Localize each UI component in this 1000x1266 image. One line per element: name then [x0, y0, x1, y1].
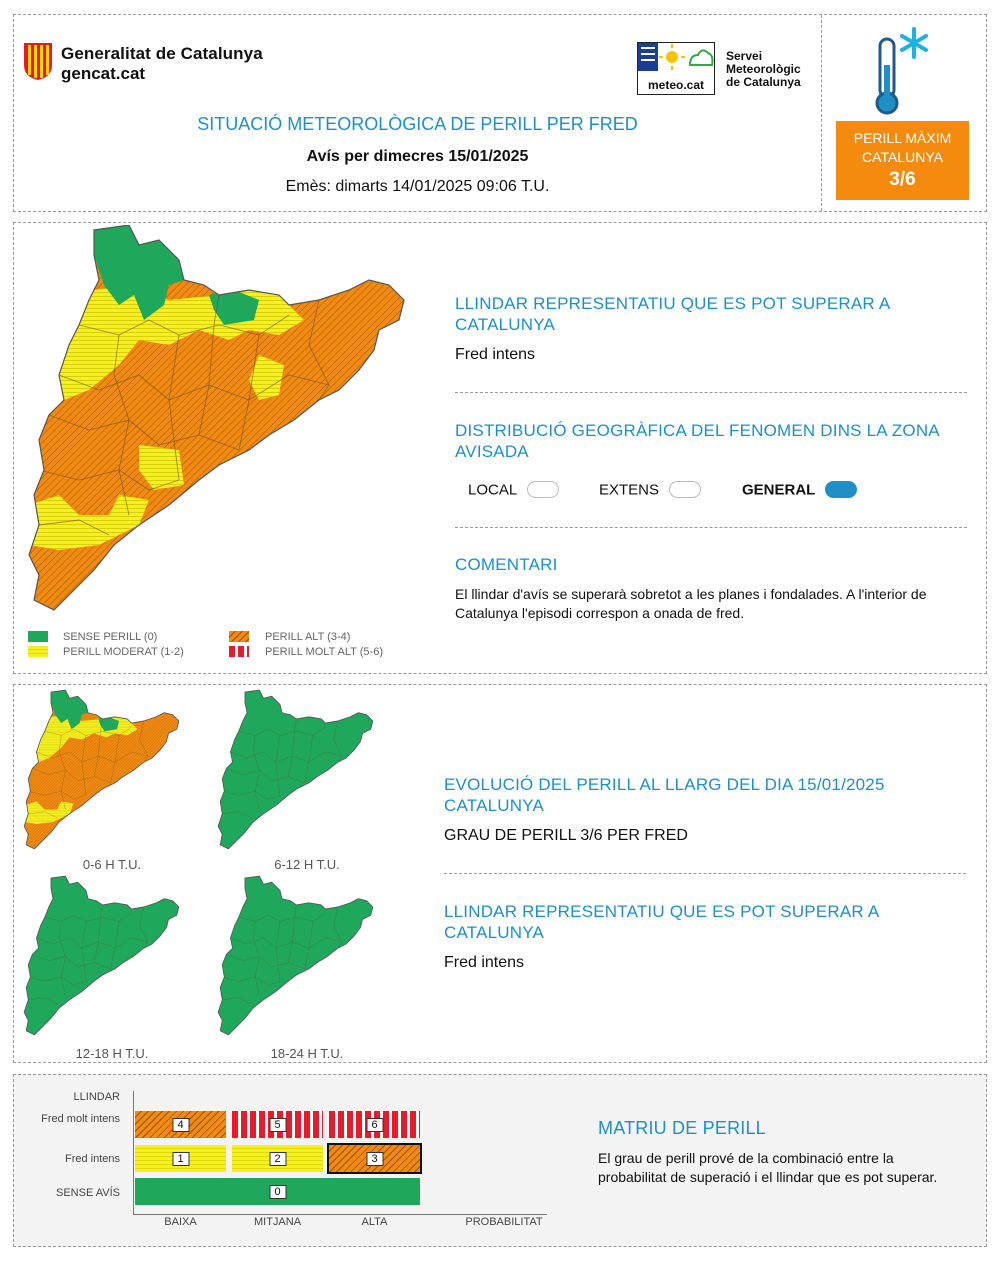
- generalitat-name: Generalitat de Catalunya: [61, 44, 263, 63]
- legend-moderat: PERILL MODERAT (1-2): [63, 646, 184, 658]
- distribution-option-general: [742, 481, 857, 499]
- evolution-value: GRAU DE PERILL 3/6 PER FRED: [444, 827, 688, 844]
- comment-text: El llindar d'avís se superarà sobretot a les planes i fondalades. A l'interior de Catalunya l'episodi correspon a onada de fred.: [455, 586, 927, 621]
- matrix-cell-label-0: 0: [269, 1185, 286, 1199]
- evolution-panel: [13, 684, 987, 1063]
- matrix-cell-label-1: 1: [172, 1152, 189, 1166]
- threshold-heading: LLINDAR REPRESENTATIU QUE ES POT SUPERAR A CATALUNYA: [455, 294, 890, 334]
- matrix-x-axis-title: PROBABILITAT: [465, 1216, 543, 1228]
- matrix-y-axis: [133, 1091, 134, 1214]
- meteocat-name: [726, 50, 801, 89]
- meteocat-logo-text: meteo.cat: [647, 78, 705, 92]
- matrix-cell-4: [135, 1111, 226, 1138]
- distribution-option-extens: [599, 481, 701, 499]
- map-18-24: [214, 875, 379, 1040]
- meteocat-logo-icon: [638, 43, 714, 71]
- matrix-cell-label-2: 2: [269, 1152, 286, 1166]
- distribution-label-extens: EXTENS: [599, 481, 660, 499]
- matrix-col-baixa: BAIXA: [164, 1216, 197, 1228]
- max-danger-badge: [836, 121, 969, 200]
- matrix-cell-label-4: 4: [172, 1118, 189, 1132]
- divider: [455, 527, 967, 528]
- toggle-general: [825, 481, 857, 498]
- matrix-cell-2: [232, 1145, 323, 1172]
- meteocat-name-line2: Meteorològic: [726, 62, 801, 76]
- distribution-label-general: GENERAL: [742, 481, 816, 499]
- legend-swatch-moderat: [28, 646, 48, 657]
- max-danger-level: 3/6: [889, 169, 916, 190]
- legend-molt-alt: PERILL MOLT ALT (5-6): [265, 646, 383, 658]
- legend-swatch-alt: [229, 631, 249, 642]
- matrix-heading: MATRIU DE PERILL: [598, 1118, 766, 1138]
- matrix-row-intens: Fred intens: [64, 1153, 120, 1165]
- issued-date: Emès: dimarts 14/01/2025 09:06 T.U.: [285, 178, 550, 195]
- matrix-col-alta: ALTA: [361, 1216, 388, 1228]
- page-title: SITUACIÓ METEOROLÒGICA DE PERILL PER FRED: [197, 114, 638, 134]
- main-forecast-panel: [13, 222, 987, 674]
- distribution-option-local: [468, 481, 559, 499]
- legend-alt: PERILL ALT (3-4): [265, 631, 351, 643]
- legend-sense-perill: SENSE PERILL (0): [63, 631, 158, 643]
- threshold-value-2: Fred intens: [444, 954, 525, 971]
- matrix-cell-3-highlighted: [329, 1145, 420, 1172]
- threshold-value: Fred intens: [455, 346, 536, 363]
- matrix-y-axis-title: LLINDAR: [73, 1091, 120, 1103]
- matrix-col-mitjana: MITJANA: [253, 1216, 302, 1228]
- matrix-cell-label-3: 3: [366, 1152, 383, 1166]
- map-0-6: [20, 689, 185, 854]
- page-subtitle: Avís per dimecres 15/01/2025: [306, 148, 529, 165]
- legend-swatch-molt-alt: [229, 646, 249, 657]
- meteocat-name-line1: Servei: [726, 49, 763, 63]
- meteocat-name-line3: de Catalunya: [726, 75, 801, 89]
- divider: [444, 873, 966, 874]
- matrix-x-axis: [133, 1214, 547, 1215]
- matrix-cell-label-6: 6: [366, 1118, 383, 1132]
- map-caption-12-18: 12-18 H T.U.: [75, 1046, 149, 1061]
- matrix-cell-label-5: 5: [269, 1118, 286, 1132]
- header-divider: [821, 15, 822, 211]
- distribution-heading: DISTRIBUCIÓ GEOGRÀFICA DEL FENOMEN DINS LA ZONA AVISADA: [455, 421, 939, 461]
- divider: [455, 392, 967, 393]
- matrix-text: El grau de perill prové de la combinació entre la probabilitat de superació i el llindar que es pot superar.: [598, 1150, 938, 1185]
- meteocat-logo: [637, 42, 715, 95]
- comment-heading: COMENTARI: [455, 555, 558, 574]
- matrix-row-molt-intens: Fred molt intens: [41, 1113, 120, 1125]
- threshold-heading-2: LLINDAR REPRESENTATIU QUE ES POT SUPERAR A CATALUNYA: [444, 902, 879, 942]
- matrix-cell-1: [135, 1145, 226, 1172]
- toggle-local: [527, 481, 559, 498]
- generalitat-url: gencat.cat: [61, 64, 146, 83]
- map-caption-18-24: 18-24 H T.U.: [270, 1046, 344, 1061]
- matrix-row-sense: SENSE AVÍS: [56, 1187, 120, 1199]
- max-danger-line2: CATALUNYA: [862, 149, 943, 165]
- evolution-heading: EVOLUCIÓ DEL PERILL AL LLARG DEL DIA 15/01/2025 CATALUNYA: [444, 775, 885, 815]
- legend-swatch-sense-perill: [28, 631, 48, 642]
- distribution-label-local: LOCAL: [468, 481, 518, 499]
- danger-matrix-panel: [13, 1074, 987, 1247]
- main-danger-map: [19, 225, 419, 620]
- map-6-12: [214, 689, 379, 854]
- matrix-cell-5: [232, 1111, 323, 1138]
- generalitat-logo-icon: [22, 41, 54, 81]
- map-12-18: [20, 875, 185, 1040]
- map-caption-0-6: 0-6 H T.U.: [82, 857, 142, 872]
- matrix-cell-6: [329, 1111, 420, 1138]
- thermometer-icon: [870, 25, 930, 117]
- toggle-extens: [669, 481, 701, 498]
- map-caption-6-12: 6-12 H T.U.: [274, 857, 340, 872]
- matrix-cell-0: [135, 1178, 420, 1205]
- max-danger-line1: PERILL MÀXIM: [853, 130, 952, 146]
